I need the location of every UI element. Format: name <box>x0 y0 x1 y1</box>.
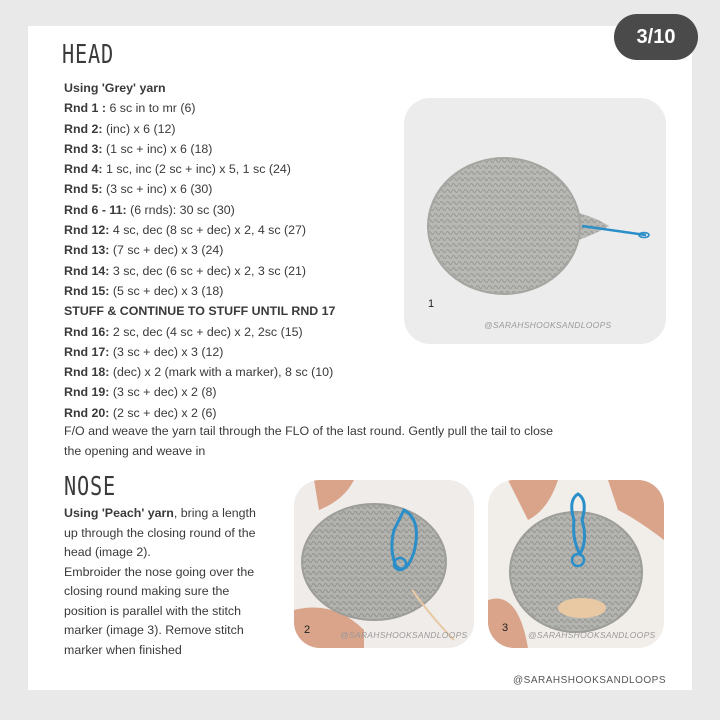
nose-line-text: up through the closing round of the <box>64 525 256 540</box>
nose-heading: NOSE <box>64 472 116 502</box>
nose-line-text: position is parallel with the stitch <box>64 603 241 618</box>
round-line <box>64 322 335 342</box>
round-line <box>64 342 335 362</box>
finish-line-1: F/O and weave the yarn tail through the FLO of the last round. Gently pull the tail to close <box>64 424 554 438</box>
nose-line <box>64 602 256 622</box>
round-line <box>64 382 335 402</box>
round-line <box>64 362 335 382</box>
round-line <box>64 179 335 199</box>
round-label: Rnd 16: <box>64 324 110 339</box>
head-instructions <box>64 78 335 423</box>
round-label: Rnd 12: <box>64 223 110 238</box>
nose-line-bold: Using 'Peach' yarn <box>64 506 174 520</box>
page-counter-badge: 3/10 <box>614 14 698 60</box>
round-text: (3 sc + dec) x 3 (12) <box>109 344 224 359</box>
round-line <box>64 139 335 159</box>
round-text: (dec) x 2 (mark with a marker), 8 sc (10) <box>109 365 334 380</box>
crochet-head-image <box>404 98 666 344</box>
round-label: Rnd 19: <box>64 385 110 400</box>
photo-nose-3 <box>488 480 664 648</box>
round-label: Rnd 5: <box>64 182 103 197</box>
photo-1-number: 1 <box>428 298 435 310</box>
photo-2-watermark: @SARAHSHOOKSANDLOOPS <box>340 630 468 640</box>
round-text: (2 sc + dec) x 2 (6) <box>109 405 217 420</box>
footer-handle: @SARAHSHOOKSANDLOOPS <box>513 675 666 686</box>
round-label: Rnd 6 - 11: <box>64 202 127 217</box>
photo-head-1 <box>404 98 666 344</box>
photo-1-watermark: @SARAHSHOOKSANDLOOPS <box>484 320 612 330</box>
nose-line-text: Embroider the nose going over the <box>64 564 255 579</box>
round-text: (inc) x 6 (12) <box>102 121 176 136</box>
round-label: Rnd 13: <box>64 243 110 258</box>
round-text: 2 sc, dec (4 sc + dec) x 2, 2sc (15) <box>109 324 303 339</box>
nose-line-text: closing round making sure the <box>64 584 230 598</box>
round-text: (5 sc + dec) x 3 (18) <box>109 283 224 298</box>
nose-line-text: marker when finished <box>64 642 182 657</box>
nose-line <box>64 524 256 544</box>
round-line <box>64 240 335 260</box>
round-line <box>64 159 335 179</box>
round-label: Rnd 18: <box>64 365 110 380</box>
round-label: Rnd 1 : <box>64 101 106 116</box>
finish-instructions <box>64 422 553 461</box>
photo-2-number: 2 <box>304 624 311 636</box>
round-text: (6 rnds): 30 sc (30) <box>126 202 235 217</box>
finish-line-2: the opening and weave in <box>64 443 206 458</box>
round-line <box>64 98 335 118</box>
head-heading: HEAD <box>62 40 114 70</box>
round-line <box>64 281 335 301</box>
nose-line <box>64 563 256 583</box>
pattern-card <box>28 26 692 690</box>
photo-3-watermark: @SARAHSHOOKSANDLOOPS <box>528 630 656 640</box>
round-label: Rnd 4: <box>64 162 103 177</box>
round-text: (7 sc + dec) x 3 (24) <box>109 243 224 258</box>
round-line <box>64 301 335 321</box>
nose-line <box>64 504 256 524</box>
round-label: Rnd 14: <box>64 263 110 278</box>
nose-line <box>64 582 256 602</box>
embroidering-nose-image <box>294 480 474 648</box>
round-text: (1 sc + inc) x 6 (18) <box>102 141 213 156</box>
round-line <box>64 403 335 423</box>
round-label: STUFF & CONTINUE TO STUFF UNTIL RND 17 <box>64 304 336 319</box>
round-text: 3 sc, dec (6 sc + dec) x 2, 3 sc (21) <box>109 263 307 278</box>
photo-3-number: 3 <box>502 622 509 634</box>
round-text: 4 sc, dec (8 sc + dec) x 2, 4 sc (27) <box>109 223 307 238</box>
round-label: Rnd 15: <box>64 283 110 298</box>
round-list <box>64 98 335 423</box>
round-label: Rnd 20: <box>64 405 110 420</box>
round-line <box>64 261 335 281</box>
head-yarn-line: Using 'Grey' yarn <box>64 81 166 95</box>
nose-line <box>64 641 256 661</box>
round-label: Rnd 2: <box>64 121 103 136</box>
round-label: Rnd 3: <box>64 141 103 156</box>
round-text: 6 sc in to mr (6) <box>106 101 196 116</box>
nose-line-text: marker (image 3). Remove stitch <box>64 623 244 637</box>
nose-line-text: head (image 2). <box>64 545 151 559</box>
photo-nose-2 <box>294 480 474 648</box>
round-text: (3 sc + inc) x 6 (30) <box>102 182 213 197</box>
round-line <box>64 220 335 240</box>
round-label: Rnd 17: <box>64 344 110 359</box>
finished-nose-image <box>488 480 664 648</box>
round-text: (3 sc + dec) x 2 (8) <box>109 385 217 400</box>
nose-instructions <box>64 504 256 660</box>
round-line <box>64 119 335 139</box>
round-text: 1 sc, inc (2 sc + inc) x 5, 1 sc (24) <box>102 162 291 177</box>
round-line <box>64 200 335 220</box>
nose-line-text: , bring a length <box>173 506 256 520</box>
nose-line <box>64 621 256 641</box>
nose-line <box>64 543 256 563</box>
